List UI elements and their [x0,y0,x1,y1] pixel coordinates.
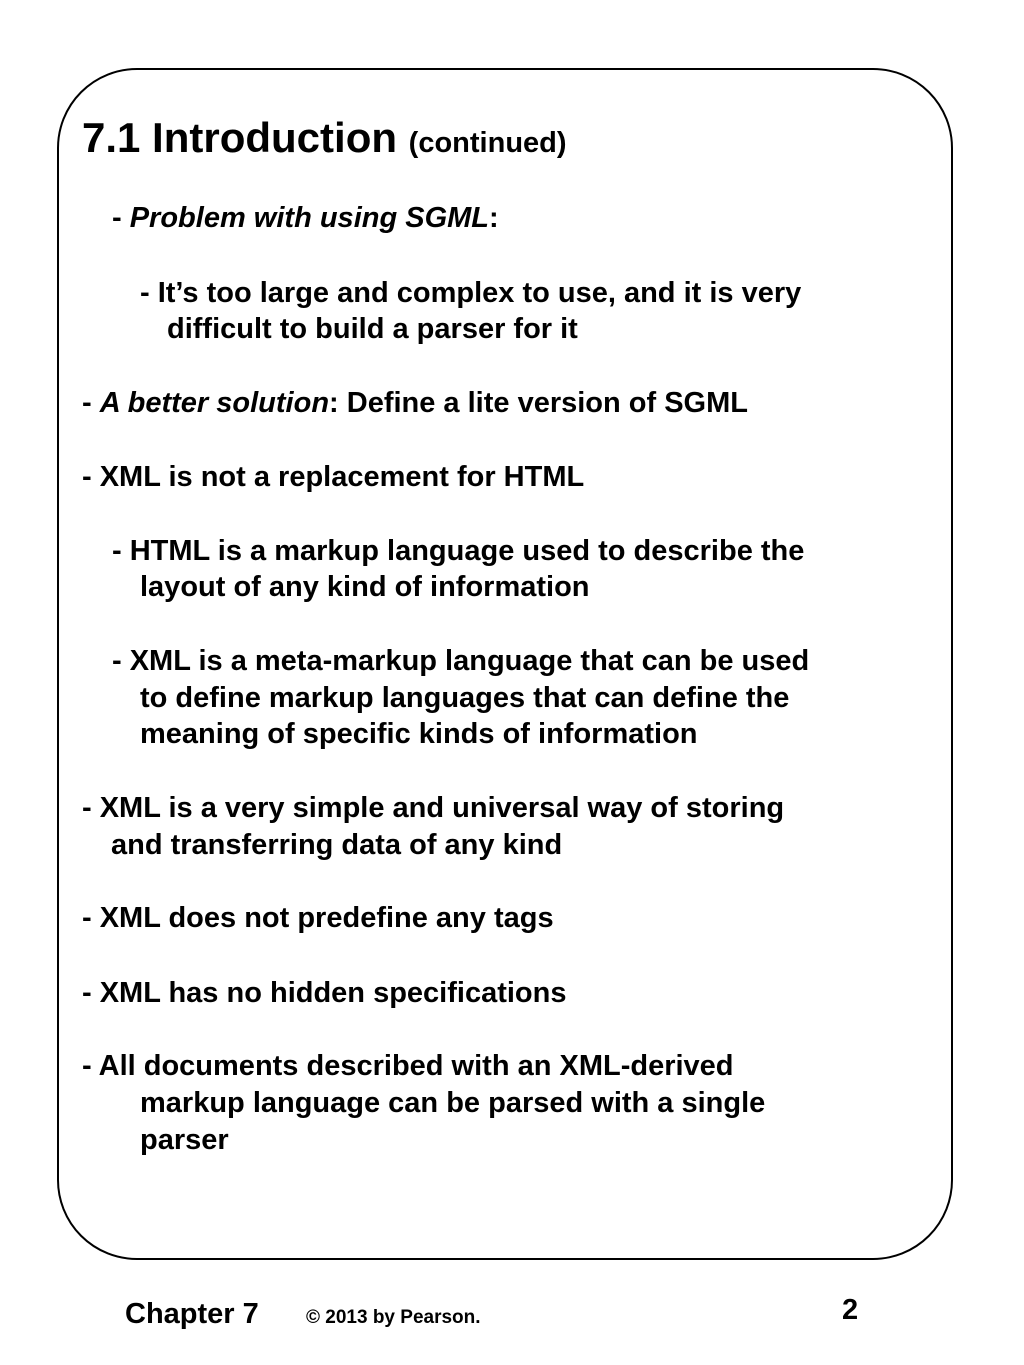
footer-copyright: © 2013 by Pearson. [306,1307,481,1328]
page-number: 2 [842,1294,859,1326]
bullet-all-documents-cont2: parser [140,1124,229,1156]
bullet-xml-meta-cont1: to define markup languages that can define the [140,682,790,714]
title-continued: (continued) [408,127,567,159]
title-text: 7.1 Introduction [82,114,397,161]
bullet-better-solution: - A better solution: Define a lite version of SGML [82,387,748,419]
bullet-xml-simple-cont: and transferring data of any kind [111,829,563,861]
bullet-xml-meta: - XML is a meta-markup language that can be used [112,645,810,677]
bullet-too-large-cont: difficult to build a parser for it [167,313,578,345]
bullet-xml-meta-cont2: meaning of specific kinds of information [140,718,698,750]
bullet-not-replacement: - XML is not a replacement for HTML [82,461,585,493]
bullet-html-markup: - HTML is a markup language used to describe the [112,535,805,567]
slide-title [82,112,567,169]
bullet-all-documents: - All documents described with an XML-derived [82,1050,734,1082]
bullet-too-large: - It’s too large and complex to use, and it is very [140,277,802,309]
bullet-no-hidden-specs: - XML has no hidden specifications [82,977,567,1009]
bullet-problem-sgml: - Problem with using SGML: [112,202,499,234]
bullet-no-predefined-tags: - XML does not predefine any tags [82,902,554,934]
bullet-xml-simple: - XML is a very simple and universal way of storing [82,792,785,824]
bullet-all-documents-cont1: markup language can be parsed with a single [140,1087,766,1119]
footer-chapter: Chapter 7 [125,1298,259,1330]
bullet-html-markup-cont: layout of any kind of information [140,571,590,603]
